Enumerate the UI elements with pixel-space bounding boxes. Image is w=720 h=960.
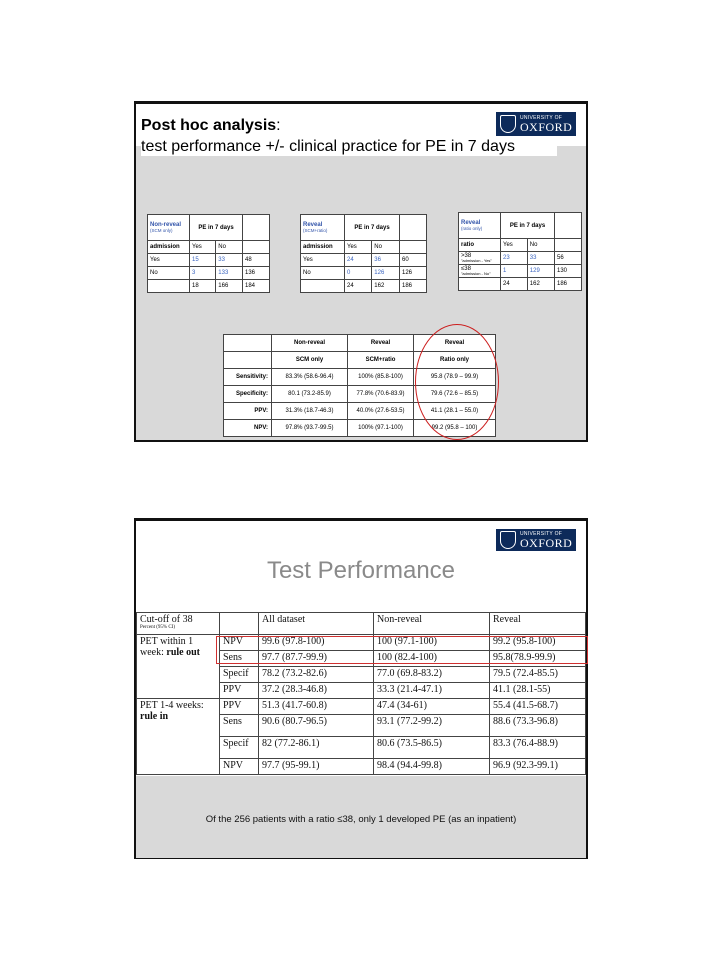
summary-cell: 80.1 (73.2-85.9) (272, 386, 348, 403)
t1-cell: 136 (243, 267, 270, 280)
cell: 55.4 (41.5-68.7) (490, 699, 586, 715)
summary-cell: 83.3% (58.6-96.4) (272, 369, 348, 386)
t1-pe: PE in 7 days (190, 215, 243, 241)
t3-pe: PE in 7 days (501, 213, 555, 239)
t3-r1-label: >38 (461, 252, 472, 259)
summary-cell: 77.8% (70.6-83.9) (348, 386, 414, 403)
cell: 97.7 (95-99.1) (259, 759, 374, 775)
cell: 77.0 (69.8-83.2) (374, 667, 490, 683)
t1-header: Non-reveal (150, 222, 182, 228)
t2-cell: 24 (345, 280, 372, 293)
col-non-reveal: Non-reveal (374, 613, 490, 635)
t2-cell: Yes (301, 254, 345, 267)
cell: 82 (77.2-86.1) (259, 737, 374, 759)
slide1-title: Post hoc analysis (141, 117, 277, 134)
cell: 78.2 (73.2-82.6) (259, 667, 374, 683)
summary-cell: 100% (85.8-100) (348, 369, 414, 386)
cell: 95.8(78.9-99.9) (490, 651, 586, 667)
t2-cell: 0 (345, 267, 372, 280)
t1-yes: Yes (190, 241, 216, 254)
t1-cell: 15 (190, 254, 216, 267)
t2-cell: 126 (372, 267, 400, 280)
t2-cell: 24 (345, 254, 372, 267)
slide2-title: Test Performance (266, 557, 456, 584)
summary-row-label: Specificity: (224, 386, 272, 403)
contingency-table-reveal-ratio (458, 212, 582, 291)
t3-r2-label: ≤38 (461, 265, 471, 272)
footer-text: Of the 256 patients with a ratio ≤38, only 1 developed PE (as an inpatient) (205, 814, 517, 825)
t3-cell: 162 (527, 278, 554, 291)
logo-univ: UNIVERSITY OF (520, 114, 563, 121)
t2-no: No (372, 241, 400, 254)
oxford-logo (496, 529, 576, 551)
cell: 100 (97.1-100) (374, 635, 490, 651)
t3-cell: 186 (555, 278, 582, 291)
group1-label: PET within 1 week: (140, 636, 194, 658)
cell: 96.9 (92.3-99.1) (490, 759, 586, 775)
oxford-logo (496, 112, 576, 136)
summary-col3-b: Ratio only (414, 352, 496, 369)
summary-col1-b: SCM only (272, 352, 348, 369)
t1-cell: 184 (243, 280, 270, 293)
t1-cell: 166 (216, 280, 243, 293)
t3-cell: 24 (501, 278, 528, 291)
metric: Sens (220, 715, 259, 737)
contingency-table-nonreveal (147, 214, 270, 293)
group-rule-out (137, 635, 220, 699)
t3-cell: 1 (501, 265, 528, 278)
cell: 37.2 (28.3-46.8) (259, 683, 374, 699)
highlight-circle (415, 324, 499, 440)
slide2-footer (136, 776, 586, 858)
cell: 97.7 (87.7-99.9) (259, 651, 374, 667)
t2-header-sub: (SCM+ratio) (303, 228, 328, 233)
slide1-title-colon: : (276, 117, 281, 134)
t1-cell: Yes (148, 254, 190, 267)
cell: 99.2 (95.8-100) (490, 635, 586, 651)
summary-cell: 31.3% (18.7-46.3) (272, 403, 348, 420)
t2-header: Reveal (303, 222, 323, 228)
cell: 79.5 (72.4-85.5) (490, 667, 586, 683)
t2-rowlabel: admission (301, 241, 345, 254)
t2-cell: 126 (400, 267, 427, 280)
col-all-dataset: All dataset (259, 613, 374, 635)
metric: Specif (220, 667, 259, 683)
group1-emph: rule out (166, 647, 200, 658)
t2-cell: 186 (400, 280, 427, 293)
cell: 90.6 (80.7-96.5) (259, 715, 374, 737)
t1-header-sub: (SCM only) (150, 228, 173, 233)
t2-cell: 162 (372, 280, 400, 293)
cell: 83.3 (76.4-88.9) (490, 737, 586, 759)
slide-post-hoc-analysis (134, 101, 588, 442)
metric: Sens (220, 651, 259, 667)
t2-cell: No (301, 267, 345, 280)
cell: 93.1 (77.2-99.2) (374, 715, 490, 737)
logo-name: OXFORD (520, 535, 573, 550)
cell: 51.3 (41.7-60.8) (259, 699, 374, 715)
summary-col2-a: Reveal (370, 340, 391, 346)
t1-cell: 33 (216, 254, 243, 267)
cell: 33.3 (21.4-47.1) (374, 683, 490, 699)
metric: PPV (220, 699, 259, 715)
t1-rowlabel: admission (148, 241, 190, 254)
t1-cell: No (148, 267, 190, 280)
summary-cell: 41.1 (28.1 – 55.0) (414, 403, 496, 420)
highlight-box (216, 636, 588, 664)
summary-cell: 97.8% (93.7-99.5) (272, 420, 348, 437)
t2-cell: 60 (400, 254, 427, 267)
cell: 98.4 (94.4-99.8) (374, 759, 490, 775)
summary-col2-b: SCM+ratio (348, 352, 414, 369)
summary-row-label: Sensitivity: (224, 369, 272, 386)
crest-icon (500, 115, 516, 133)
summary-cell: 40.0% (27.6-53.5) (348, 403, 414, 420)
logo-univ: UNIVERSITY OF (520, 530, 563, 537)
metric: NPV (220, 635, 259, 651)
t3-cell: 130 (555, 265, 582, 278)
t3-cell: 56 (555, 252, 582, 265)
t3-rowlabel: ratio (459, 239, 501, 252)
group-rule-in (137, 699, 220, 775)
t3-no: No (527, 239, 554, 252)
t3-cell: 23 (501, 252, 528, 265)
cutoff-label: Cut-off of 38 (140, 614, 193, 625)
logo-name: OXFORD (520, 119, 573, 134)
t3-r2-note: "admission - No" (461, 270, 491, 276)
t2-pe: PE in 7 days (345, 215, 400, 241)
slide-test-performance (134, 518, 588, 859)
slide1-subtitle: test performance +/- clinical practice for PE in 7 days (141, 138, 557, 156)
cell: 41.1 (28.1-55) (490, 683, 586, 699)
cell: 88.6 (73.3-96.8) (490, 715, 586, 737)
summary-row-label: NPV: (224, 420, 272, 437)
cell: 99.6 (97.8-100) (259, 635, 374, 651)
t3-cell: 129 (527, 265, 554, 278)
summary-cell: 99.2 (95.8 – 100) (414, 420, 496, 437)
t3-yes: Yes (501, 239, 528, 252)
summary-row-label: PPV: (224, 403, 272, 420)
t1-cell: 3 (190, 267, 216, 280)
t3-cell: 33 (527, 252, 554, 265)
group2-emph: rule in (140, 711, 169, 722)
t1-cell: 133 (216, 267, 243, 280)
contingency-table-reveal-scm (300, 214, 427, 293)
t1-cell: 18 (190, 280, 216, 293)
crest-icon (500, 531, 516, 549)
t3-r1-note: "admission - Yes" (461, 257, 492, 263)
t1-cell: 48 (243, 254, 270, 267)
cell: 80.6 (73.5-86.5) (374, 737, 490, 759)
percent-label: Percent (95% CI) (140, 625, 175, 630)
t2-yes: Yes (345, 241, 372, 254)
cell: 100 (82.4-100) (374, 651, 490, 667)
summary-col1-a: Non-reveal (293, 340, 325, 346)
metric: Specif (220, 737, 259, 759)
summary-cell: 79.6 (72.6 – 85.5) (414, 386, 496, 403)
cell: 47.4 (34-61) (374, 699, 490, 715)
t2-cell: 36 (372, 254, 400, 267)
t3-header: Reveal (461, 220, 481, 226)
metric: PPV (220, 683, 259, 699)
t3-header-sub: (ratio only) (461, 226, 483, 231)
summary-cell: 100% (97.1-100) (348, 420, 414, 437)
summary-col3-a: Reveal (444, 340, 465, 346)
summary-cell: 95.8 (78.9 – 99.9) (414, 369, 496, 386)
metric: NPV (220, 759, 259, 775)
group2-label: PET 1-4 weeks: (140, 700, 204, 711)
t1-no: No (216, 241, 243, 254)
col-reveal: Reveal (490, 613, 586, 635)
